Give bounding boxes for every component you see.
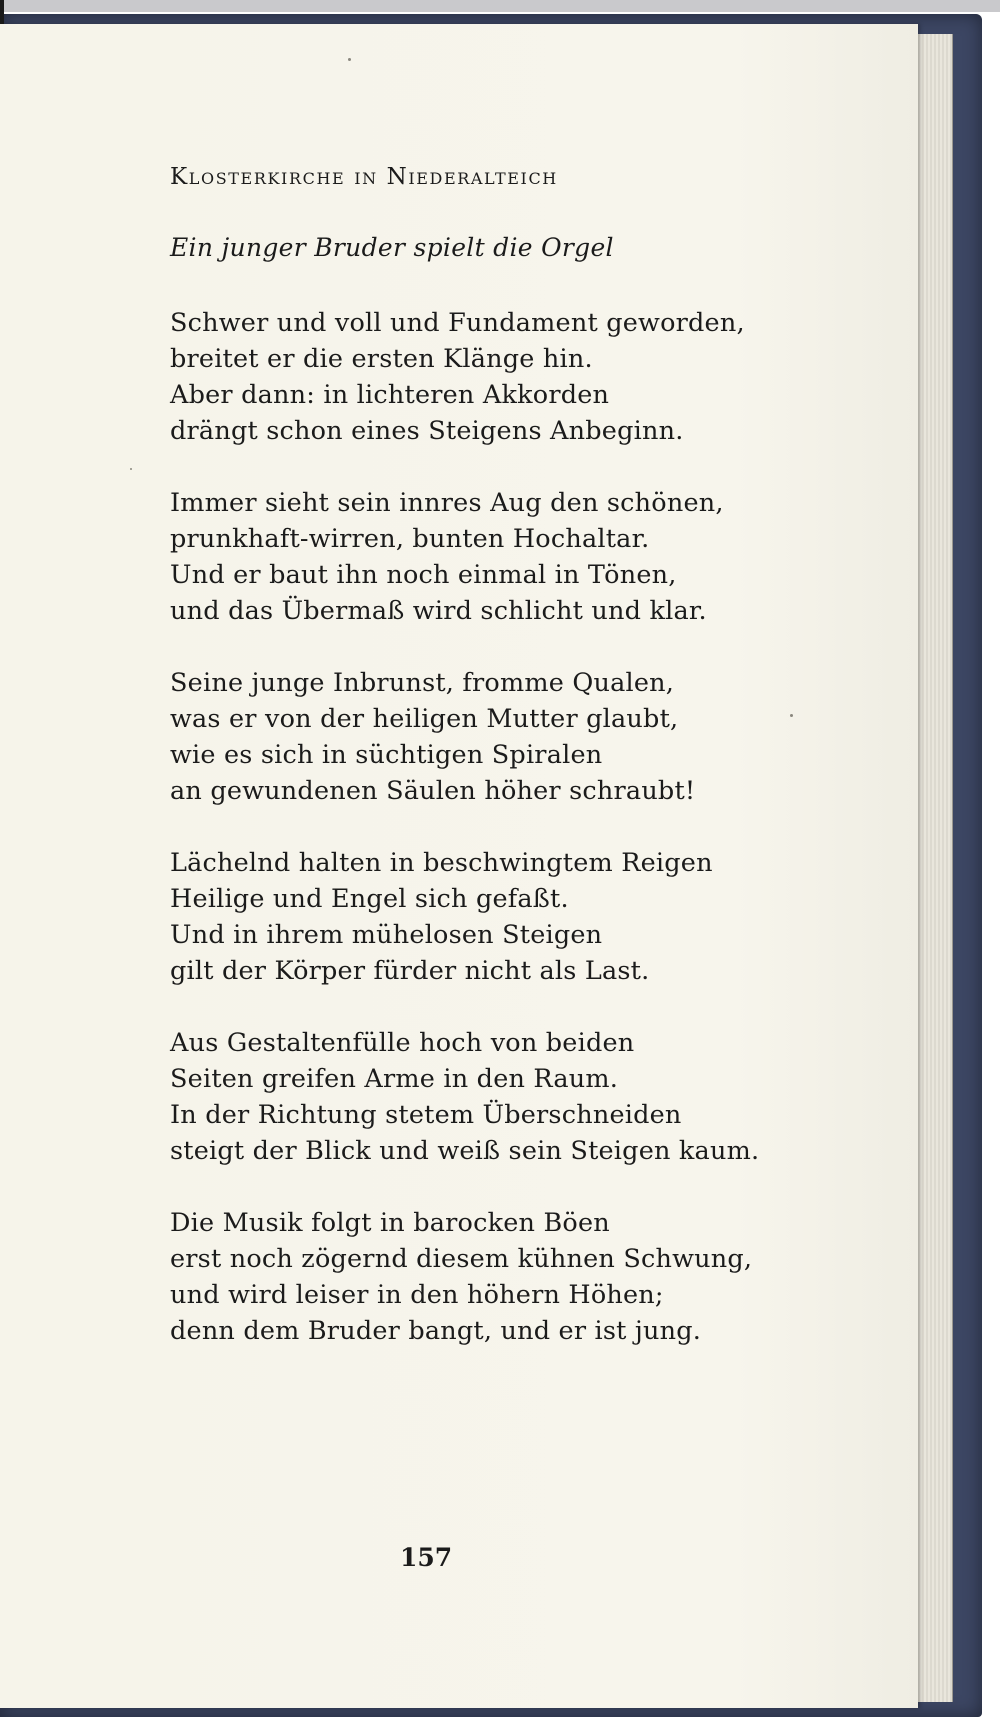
poem-line: Immer sieht sein innres Aug den schönen,: [170, 488, 724, 518]
poem-line: Schwer und voll und Fundament geworden,: [170, 308, 745, 338]
scan-background: [0, 0, 1000, 12]
poem-line: prunkhaft-wirren, bunten Hochaltar.: [170, 524, 650, 554]
poem-line: Aber dann: in lichteren Akkorden: [170, 380, 610, 410]
poem-stanza: [170, 665, 730, 809]
poem-title: Klosterkirche in Niederalteich: [170, 164, 558, 190]
poem-body: [170, 305, 760, 1385]
poem-line: breitet er die ersten Klänge hin.: [170, 344, 593, 374]
poem-line: Seiten greifen Arme in den Raum.: [170, 1064, 619, 1094]
poem-line: und das Übermaß wird schlicht und klar.: [170, 596, 707, 626]
poem-subtitle: Ein junger Bruder spielt die Orgel: [170, 233, 614, 262]
page-number: 157: [400, 1543, 453, 1572]
poem-line: erst noch zögernd diesem kühnen Schwung,: [170, 1244, 753, 1274]
poem-line: denn dem Bruder bangt, und er ist jung.: [170, 1316, 702, 1346]
poem-line: steigt der Blick und weiß sein Steigen kaum.: [170, 1136, 760, 1166]
poem-line: Lächelnd halten in beschwingtem Reigen: [170, 848, 713, 878]
poem-line: Heilige und Engel sich gefaßt.: [170, 884, 569, 914]
poem-line: In der Richtung stetem Überschneiden: [170, 1100, 682, 1130]
poem-line: an gewundenen Säulen höher schraubt!: [170, 776, 696, 806]
poem-stanza: [170, 1025, 760, 1169]
poem-stanza: [170, 1205, 753, 1349]
poem-stanza: [170, 305, 745, 449]
poem-line: gilt der Körper fürder nicht als Last.: [170, 956, 650, 986]
paper-speck: [790, 714, 793, 717]
poem-line: Und in ihrem mühelosen Steigen: [170, 920, 603, 950]
poem-stanza: [170, 485, 730, 629]
poem-line: wie es sich in süchtigen Spiralen: [170, 740, 603, 770]
poem-line: was er von der heiligen Mutter glaubt,: [170, 704, 679, 734]
paper-speck: [348, 58, 351, 61]
paper-speck: [130, 468, 132, 470]
poem-line: drängt schon eines Steigens Anbeginn.: [170, 416, 684, 446]
poem-line: Die Musik folgt in barocken Böen: [170, 1208, 610, 1238]
poem-line: Und er baut ihn noch einmal in Tönen,: [170, 560, 677, 590]
poem-line: und wird leiser in den höhern Höhen;: [170, 1280, 664, 1310]
poem-stanza: [170, 845, 730, 989]
poem-line: Aus Gestaltenfülle hoch von beiden: [170, 1028, 635, 1058]
poem-line: Seine junge Inbrunst, fromme Qualen,: [170, 668, 675, 698]
